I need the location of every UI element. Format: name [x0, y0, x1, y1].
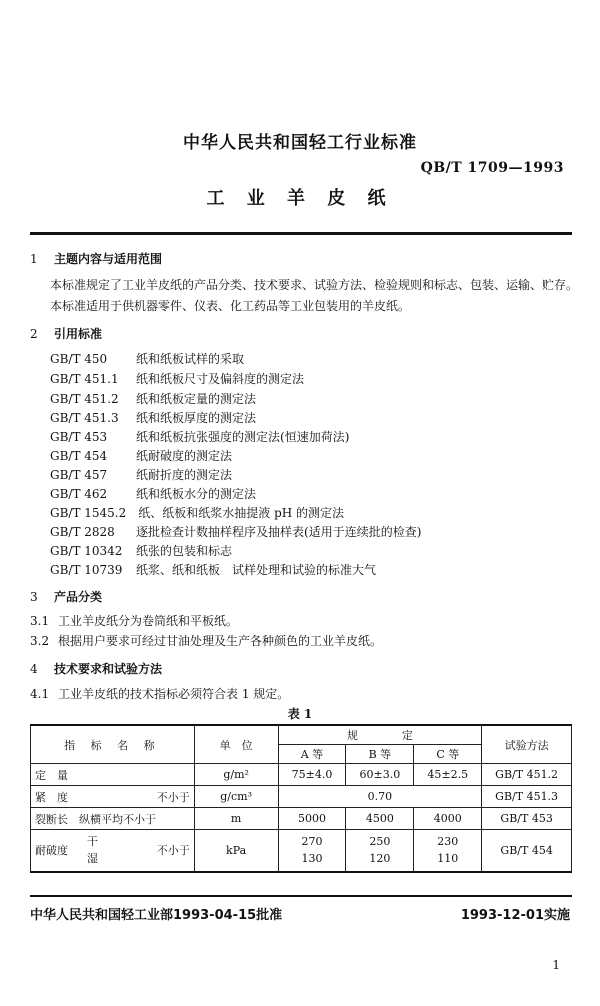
reference-item: GB/T 10342 纸张的包装和标志	[50, 544, 233, 558]
section-3-heading: 3 产品分类	[30, 590, 103, 604]
grade-b: B 等	[346, 745, 414, 764]
reference-item: GB/T 451.1 纸和纸板尺寸及偏斜度的测定法	[50, 372, 305, 386]
row-unit: kPa	[194, 830, 278, 872]
table-row	[31, 808, 572, 830]
cell-a: 75±4.0	[278, 764, 346, 786]
cell-b: 250 120	[346, 830, 414, 872]
section-1-heading: 1 主题内容与适用范围	[30, 252, 163, 266]
grade-a: A 等	[278, 745, 346, 764]
row-condition: 纵横平均不小于	[79, 812, 156, 826]
table-row	[31, 830, 572, 872]
row-method: GB/T 451.3	[482, 786, 572, 808]
spec-table	[30, 724, 572, 873]
row-unit: m	[194, 808, 278, 830]
section-1-para-1: 本标准规定了工业羊皮纸的产品分类、技术要求、试验方法、检验规则和标志、包装、运输、贮存。	[50, 278, 579, 292]
header-index: 指 标 名 称	[31, 725, 195, 764]
reference-item: GB/T 451.3 纸和纸板厚度的测定法	[50, 411, 257, 425]
header-divider	[30, 232, 572, 235]
sub-dry: 干	[87, 835, 98, 849]
reference-item: GB/T 2828 逐批检查计数抽样程序及抽样表(适用于连续批的检查)	[50, 525, 422, 539]
header-spec: 规 定	[278, 725, 482, 745]
row-name: 定 量	[31, 764, 195, 786]
section-4-heading: 4 技术要求和试验方法	[30, 662, 163, 676]
table-row	[31, 764, 572, 786]
grade-c: C 等	[414, 745, 482, 764]
header-unit: 单 位	[194, 725, 278, 764]
standard-number: QB/T 1709—1993	[420, 160, 564, 176]
clause-3-1: 3.1 工业羊皮纸分为卷筒纸和平板纸。	[30, 614, 239, 628]
approval-line: 中华人民共和国轻工业部1993-04-15批准	[30, 908, 283, 923]
table-row	[31, 786, 572, 808]
cell-all: 0.70	[278, 786, 482, 808]
issuing-authority: 中华人民共和国轻工行业标准	[183, 133, 417, 153]
reference-item: GB/T 457 纸耐折度的测定法	[50, 468, 233, 482]
document-title: 工 业 羊 皮 纸	[206, 188, 394, 209]
row-method: GB/T 454	[482, 830, 572, 872]
row-method: GB/T 451.2	[482, 764, 572, 786]
section-1-para-2: 本标准适用于供机器零件、仪表、化工药品等工业包装用的羊皮纸。	[50, 299, 411, 313]
cell-c: 4000	[414, 808, 482, 830]
row-name: 耐破度 干 湿 不小于	[31, 830, 195, 872]
row-unit: g/cm³	[194, 786, 278, 808]
table-caption: 表 1	[287, 707, 313, 721]
clause-3-2: 3.2 根据用户要求可经过甘油处理及生产各种颜色的工业羊皮纸。	[30, 634, 383, 648]
reference-item: GB/T 10739 纸浆、纸和纸板 试样处理和试验的标准大气	[50, 563, 377, 577]
cell-b: 60±3.0	[346, 764, 414, 786]
row-name: 裂断长 纵横平均不小于	[31, 808, 195, 830]
reference-item: GB/T 454 纸耐破度的测定法	[50, 449, 233, 463]
reference-item: GB/T 462 纸和纸板水分的测定法	[50, 487, 257, 501]
header-method: 试验方法	[482, 725, 572, 764]
implementation-date: 1993-12-01实施	[460, 908, 570, 923]
row-method: GB/T 453	[482, 808, 572, 830]
clause-4-1: 4.1 工业羊皮纸的技术指标必须符合表 1 规定。	[30, 687, 290, 701]
cell-a: 5000	[278, 808, 346, 830]
reference-item: GB/T 451.2 纸和纸板定量的测定法	[50, 392, 257, 406]
row-unit: g/m²	[194, 764, 278, 786]
section-2-heading: 2 引用标准	[30, 327, 103, 341]
footer-divider	[30, 895, 572, 897]
cell-b: 4500	[346, 808, 414, 830]
cell-c: 45±2.5	[414, 764, 482, 786]
row-condition: 不小于	[156, 790, 190, 804]
sub-wet: 湿	[87, 852, 98, 866]
cell-a: 270 130	[278, 830, 346, 872]
reference-item: GB/T 450 纸和纸板试样的采取	[50, 352, 245, 366]
reference-item: GB/T 453 纸和纸板抗张强度的测定法(恒速加荷法)	[50, 430, 350, 444]
reference-item: GB/T 1545.2 纸、纸板和纸浆水抽提液 pH 的测定法	[50, 506, 345, 520]
row-name: 紧 度 不小于	[31, 786, 195, 808]
row-condition: 不小于	[156, 844, 190, 858]
page-number: 1	[552, 958, 560, 972]
table-header-row	[31, 725, 572, 745]
cell-c: 230 110	[414, 830, 482, 872]
